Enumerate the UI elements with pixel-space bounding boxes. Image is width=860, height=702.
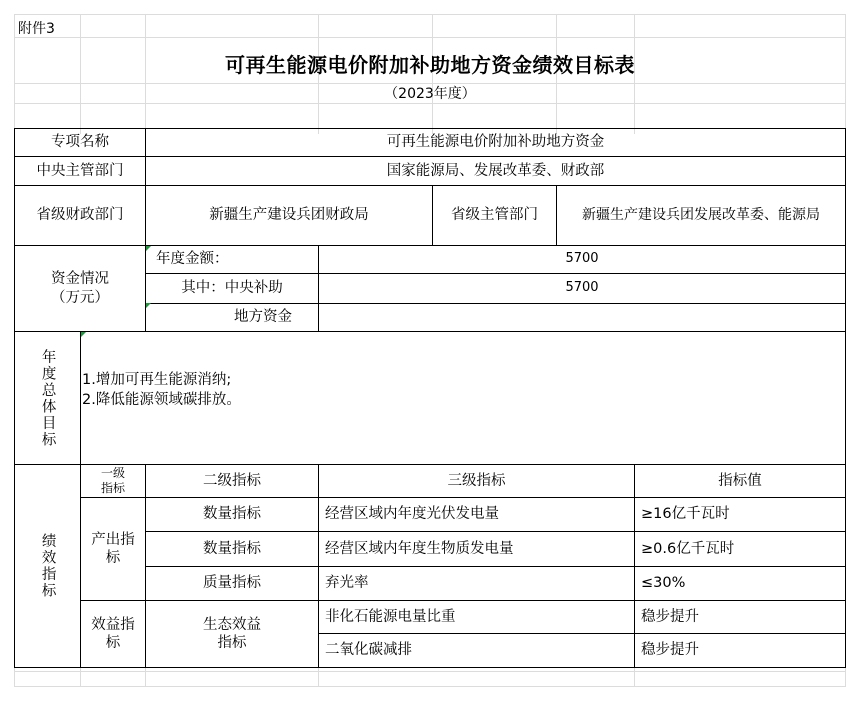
row-2-value[interactable]: ≥0.6亿千瓦时 — [634, 531, 846, 567]
funds-annual-label: 年度金额： — [145, 245, 319, 274]
goal-label-cell — [14, 331, 81, 465]
funds-label: 资金情况 （万元） — [14, 245, 146, 332]
prov-finance-value[interactable]: 新疆生产建设兵团财政局 — [145, 185, 433, 246]
row-3-level2: 质量指标 — [145, 566, 319, 601]
row-1-level3[interactable]: 经营区域内年度光伏发电量 — [318, 497, 635, 532]
prov-dept-label: 省级主管部门 — [432, 185, 557, 246]
funds-local-value[interactable] — [318, 303, 846, 332]
central-dept-label: 中央主管部门 — [14, 156, 146, 186]
funds-central-value[interactable]: 5700 — [318, 273, 846, 304]
grid-line — [14, 671, 846, 672]
row-3-value[interactable]: ≤30% — [634, 566, 846, 601]
row-2-level2: 数量指标 — [145, 531, 319, 567]
indicators-label: 绩效指标 — [39, 533, 56, 599]
header-level1: 一级 指标 — [80, 464, 146, 498]
row-4-level3[interactable]: 非化石能源电量比重 — [318, 600, 635, 634]
central-dept-value[interactable]: 国家能源局、发展改革委、财政部 — [145, 156, 846, 186]
grid-line — [318, 667, 319, 687]
goal-line-1: 1.增加可再生能源消纳; — [82, 372, 232, 388]
year-subtitle: （2023年度） — [384, 86, 476, 102]
funds-annual-value[interactable]: 5700 — [318, 245, 846, 274]
grid-line — [145, 667, 146, 687]
grid-line — [14, 37, 846, 38]
grid-line — [14, 103, 846, 104]
row-2-level3[interactable]: 经营区域内年度生物质发电量 — [318, 531, 635, 567]
goal-label: 年度总体目标 — [39, 348, 56, 448]
row-5-level3[interactable]: 二氧化碳减排 — [318, 633, 635, 668]
project-name-value[interactable]: 可再生能源电价附加补助地方资金 — [145, 128, 846, 157]
funds-local-label: 地方资金 — [145, 303, 319, 332]
grid-line — [80, 667, 81, 687]
grid-line — [634, 667, 635, 687]
row-1-value[interactable]: ≥16亿千瓦时 — [634, 497, 846, 532]
row-3-level3[interactable]: 弃光率 — [318, 566, 635, 601]
grid-line — [14, 14, 846, 15]
group-output-level1: 产出指 标 — [80, 497, 146, 601]
prov-finance-label: 省级财政部门 — [14, 185, 146, 246]
funds-central-label: 其中：中央补助 — [145, 273, 319, 304]
cell-marker-icon — [146, 303, 151, 308]
grid-line — [14, 686, 846, 687]
annex-label: 附件3 — [18, 21, 55, 37]
header-value: 指标值 — [634, 464, 846, 498]
indicators-label-cell — [14, 464, 81, 668]
header-level2: 二级指标 — [145, 464, 319, 498]
project-name-label: 专项名称 — [14, 128, 146, 157]
row-4-value[interactable]: 稳步提升 — [634, 600, 846, 634]
goal-line-2: 2.降低能源领域碳排放。 — [82, 392, 241, 409]
row-1-level2: 数量指标 — [145, 497, 319, 532]
prov-dept-value[interactable]: 新疆生产建设兵团发展改革委、能源局 — [556, 185, 846, 246]
group-benefit-level1: 效益指 标 — [80, 600, 146, 668]
goal-text — [82, 370, 241, 411]
group-benefit-level2: 生态效益 指标 — [145, 600, 319, 668]
cell-marker-icon — [146, 246, 151, 251]
row-5-value[interactable]: 稳步提升 — [634, 633, 846, 668]
header-level3: 三级指标 — [318, 464, 635, 498]
page-title: 可再生能源电价附加补助地方资金绩效目标表 — [225, 52, 635, 77]
cell-marker-icon — [81, 332, 86, 337]
